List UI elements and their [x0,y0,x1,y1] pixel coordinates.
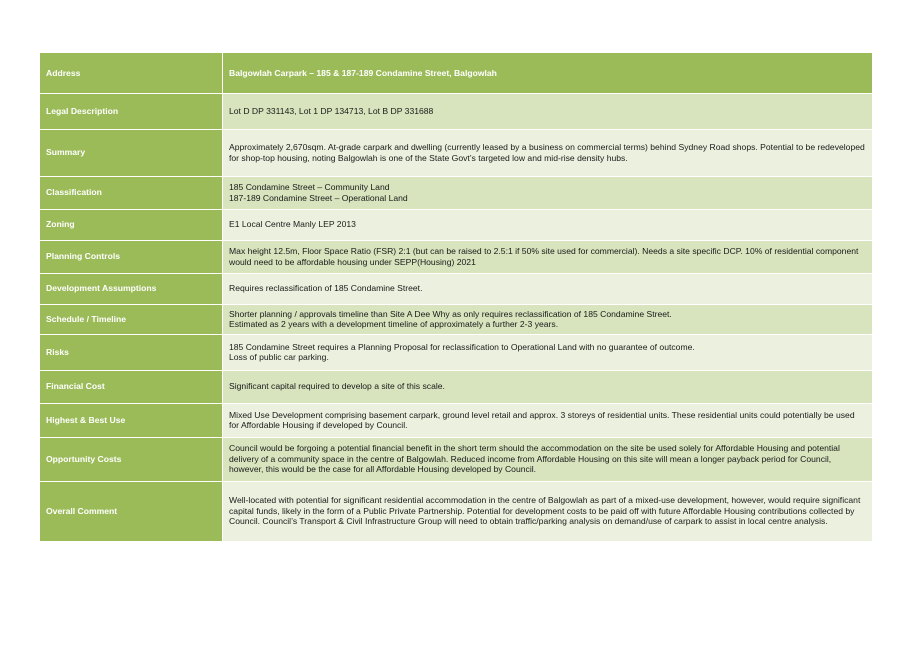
table-row-zoning [40,209,872,240]
value-line: Requires reclassification of 185 Condamine Street. [229,283,423,294]
table-row-risks [40,334,872,370]
value-line: Lot D DP 331143, Lot 1 DP 134713, Lot B DP 331688 [229,105,434,116]
value-line: Council would be forgoing a potential financial benefit in the short term should the accommodation on the site be used solely for Affordable Housing and potential delivery of a community space in the centre of Balgowlah. Reduced income from Affordable Housing on this site will mean a longer payback period for Council, however, this would be the case for all Affordable Housing developed by Council. [229,443,840,475]
row-label: Highest & Best Use [40,403,223,437]
table-row-highest-best-use [40,403,872,437]
value-line: Significant capital required to develop a site of this scale. [229,381,445,392]
value-line: Max height 12.5m, Floor Space Ratio (FSR) 2:1 (but can be raised to 2.5:1 if 50% site used for commercial). Needs a site specific DCP. 10% of residential component would need to be affordable housing under SEPP(Housing) 2021 [229,246,859,267]
value-line: E1 Local Centre Manly LEP 2013 [229,219,356,230]
table-row-financial-cost [40,370,872,403]
table-row-address [40,53,872,93]
row-value [223,304,873,334]
table-row-overall-comment [40,481,872,541]
row-label: Opportunity Costs [40,437,223,481]
row-label: Address [40,53,223,93]
row-value [223,437,873,481]
row-value [223,209,873,240]
row-value [223,93,873,129]
value-line: Mixed Use Development comprising basement carpark, ground level retail and approx. 3 storeys of residential units. These residential units could potentially be used for Affordable Housing if developed by Council. [229,409,855,430]
row-label: Risks [40,334,223,370]
table-row-summary [40,129,872,176]
row-value [223,53,873,93]
value-line: Approximately 2,670sqm. At-grade carpark and dwelling (currently leased by a business on commercial terms) behind Sydney Road shops. Potential to be redeveloped for shop-top housing, noting Balgowlah is one of the State Govt’s targeted low and mid-rise density hubs. [229,142,865,163]
row-value [223,481,873,541]
row-label: Classification [40,176,223,209]
value-line: Well-located with potential for significant residential accommodation in the centre of Balgowlah as part of a mixed-use development, however, would require significant capital funds, likely in the form of a Public Private Partnership. Potential for development costs to be paid off with future Affordable Housing contributions collected by Council. Council’s Transport & Civil Infrastructure Group will need to obtain traffic/parking analysis on demand/use of carpark to assist in local centre analysis. [229,495,861,527]
value-line: 185 Condamine Street requires a Planning Proposal for reclassification to Operational Land with no guarantee of outcome. [229,341,695,352]
value-line: Loss of public car parking. [229,352,329,362]
row-label: Zoning [40,209,223,240]
row-label: Legal Description [40,93,223,129]
row-value [223,129,873,176]
row-label: Schedule / Timeline [40,304,223,334]
row-value [223,240,873,273]
value-line: 185 Condamine Street – Community Land [229,182,390,193]
value-line: Shorter planning / approvals timeline than Site A Dee Why as only requires reclassification of 185 Condamine Street. [229,308,672,319]
row-value [223,273,873,304]
table-row-planning-controls [40,240,872,273]
site-assessment-table [40,53,872,542]
table-row-development-assumptions [40,273,872,304]
value-line: Estimated as 2 years with a development timeline of approximately a further 2-3 years. [229,319,559,329]
row-value [223,176,873,209]
row-label: Financial Cost [40,370,223,403]
table-row-opportunity-costs [40,437,872,481]
value-line: Balgowlah Carpark – 185 & 187-189 Condamine Street, Balgowlah [229,67,497,78]
row-value [223,334,873,370]
row-label: Summary [40,129,223,176]
table-row-schedule-timeline [40,304,872,334]
row-value [223,403,873,437]
value-line: 187-189 Condamine Street – Operational Land [229,192,408,203]
table-row-classification [40,176,872,209]
row-label: Overall Comment [40,481,223,541]
table-row-legal-description [40,93,872,129]
row-label: Planning Controls [40,240,223,273]
row-value [223,370,873,403]
row-label: Development Assumptions [40,273,223,304]
